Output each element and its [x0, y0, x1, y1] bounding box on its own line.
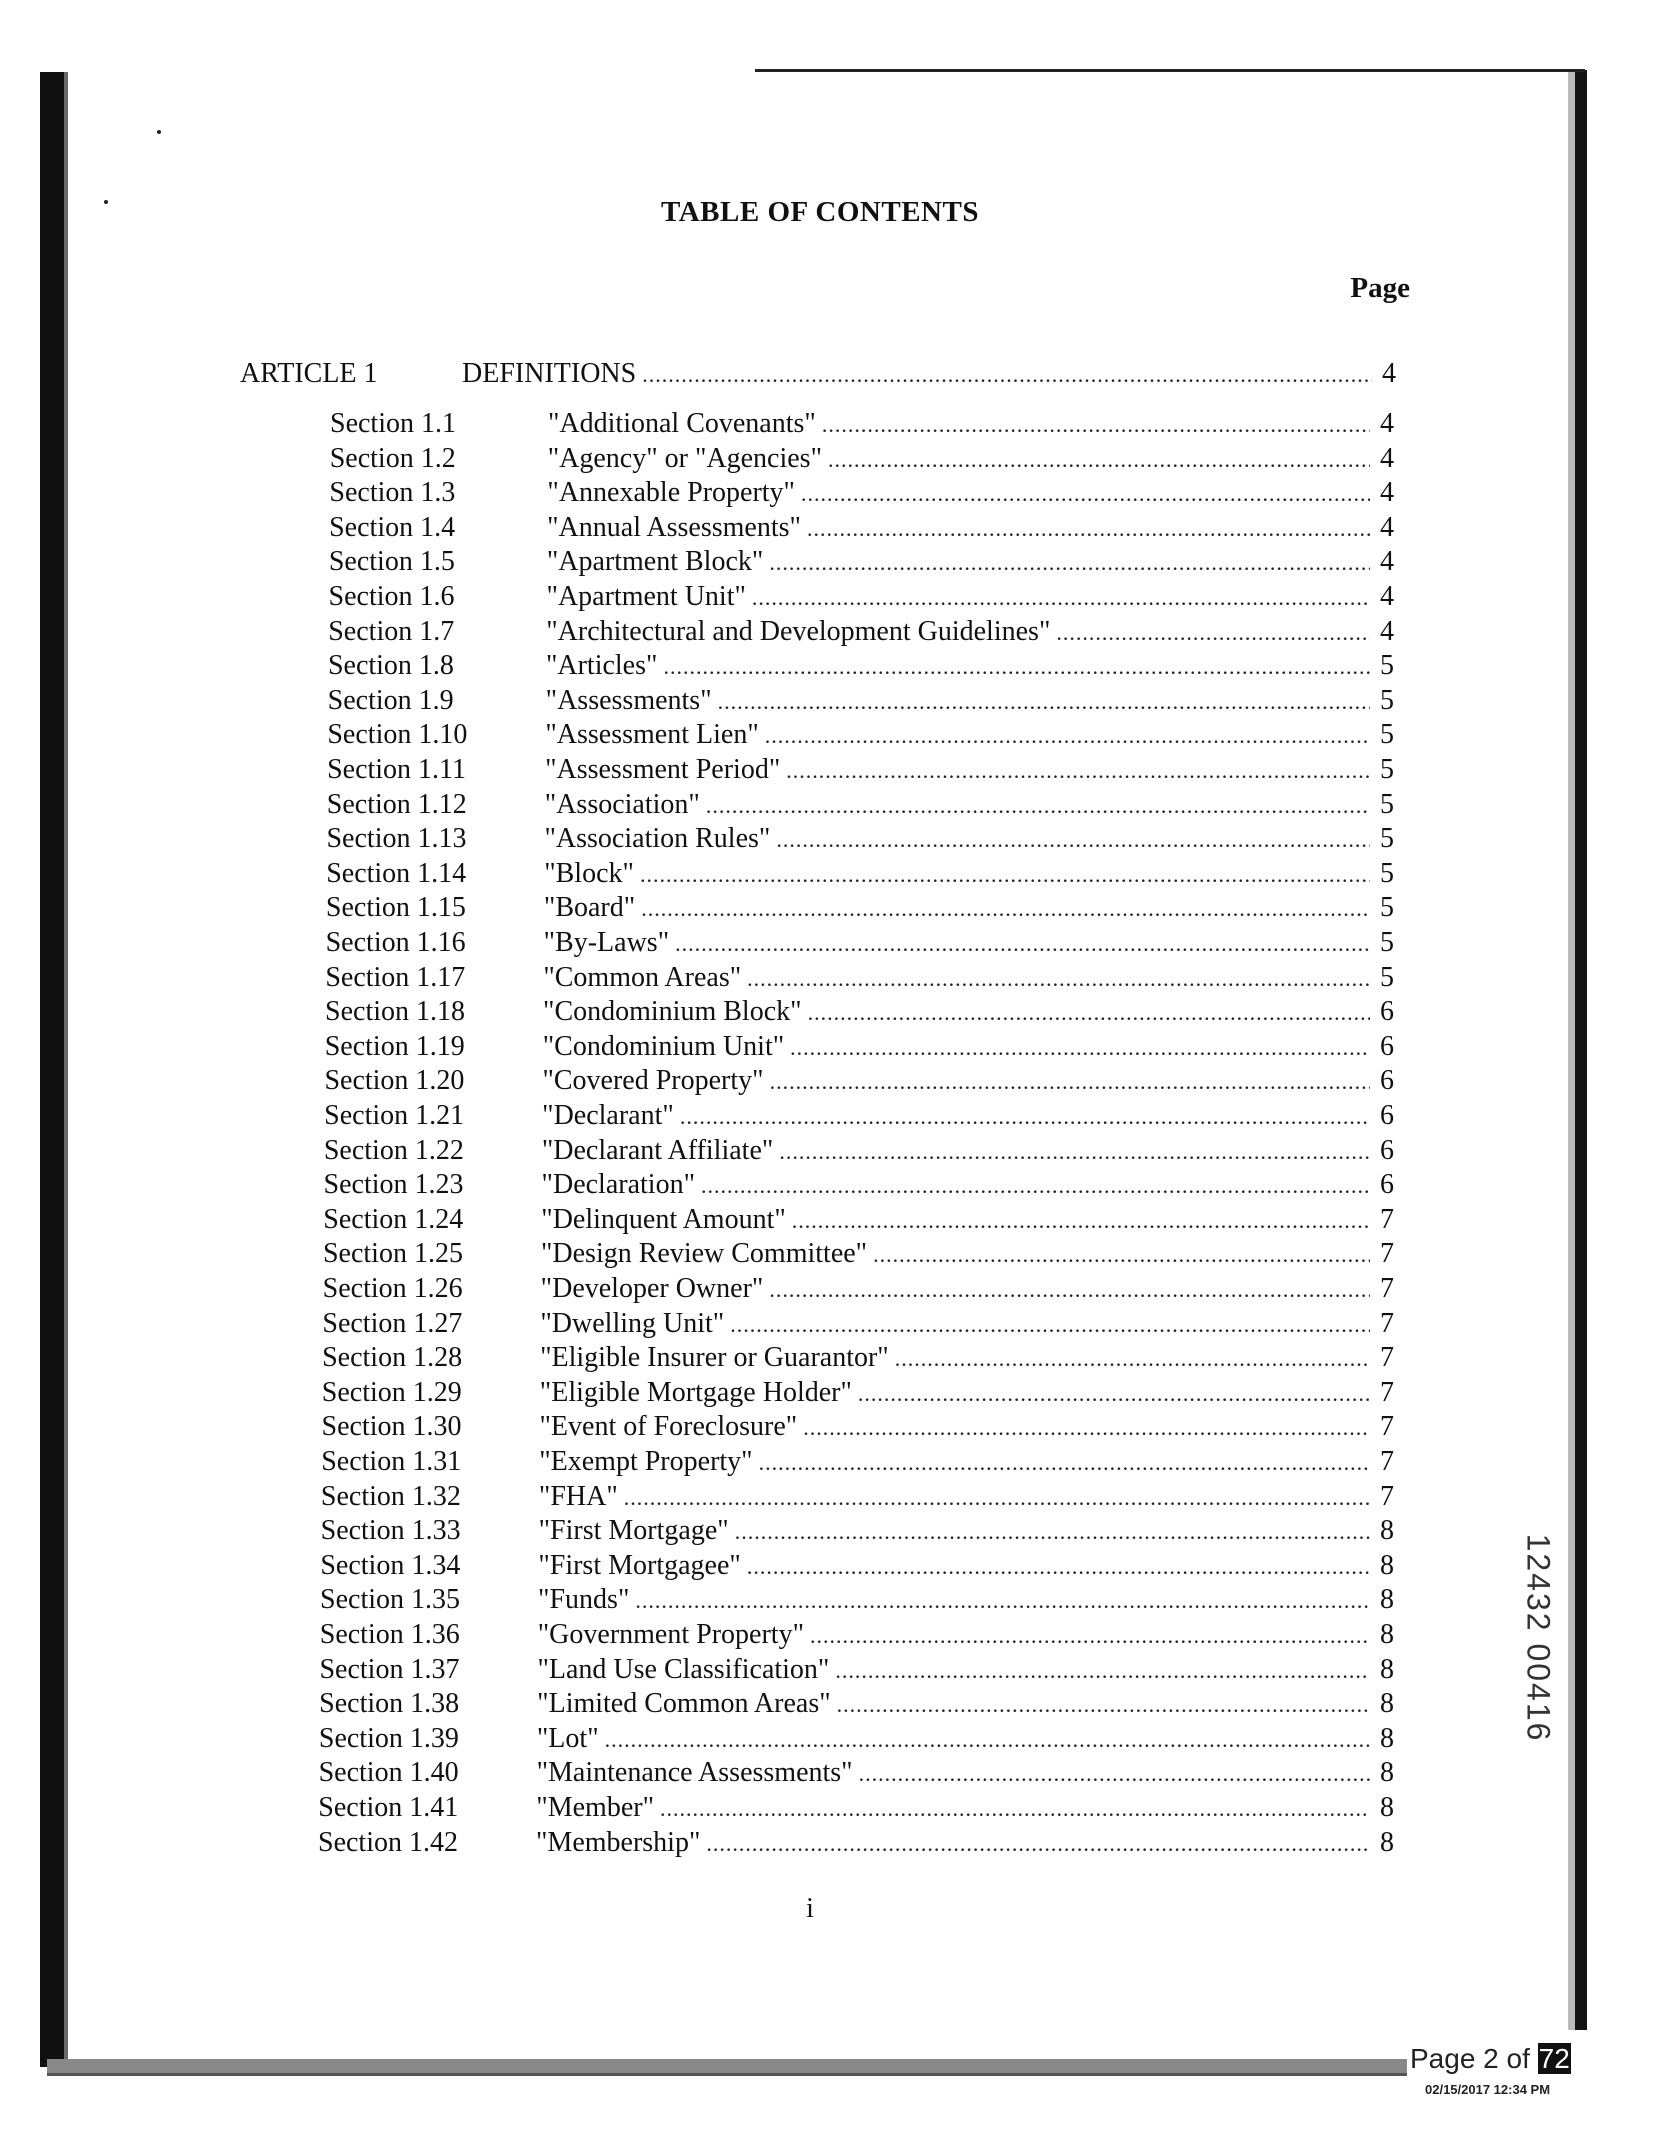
- section-title: "Declaration": [541, 1169, 695, 1201]
- section-entry: [539, 1515, 1372, 1547]
- section-entry: [548, 408, 1372, 440]
- dot-leader: [663, 650, 1370, 682]
- section-page: 7: [1379, 1307, 1394, 1339]
- section-entry: [542, 1100, 1372, 1132]
- dot-leader: [680, 1100, 1370, 1132]
- section-entry: [536, 1792, 1372, 1824]
- section-number: Section 1.7: [328, 615, 455, 647]
- toc-section-row: [321, 1481, 1394, 1515]
- toc-section-row: [328, 685, 1394, 719]
- section-page: 8: [1379, 1515, 1394, 1547]
- section-page: 8: [1380, 1826, 1394, 1858]
- section-entry: [536, 1827, 1372, 1859]
- dot-leader: [770, 1065, 1370, 1097]
- section-page: 4: [1379, 442, 1394, 474]
- toc-section-row: [323, 1204, 1394, 1238]
- dot-leader: [735, 1515, 1370, 1547]
- section-number: Section 1.14: [326, 857, 467, 889]
- section-title: "Membership": [536, 1826, 701, 1858]
- section-page: 5: [1379, 788, 1394, 820]
- section-entry: [537, 1723, 1372, 1755]
- section-number: Section 1.1: [330, 408, 456, 439]
- section-entry: [540, 1308, 1372, 1340]
- section-number: Section 1.19: [324, 1030, 465, 1062]
- toc-section-row: [328, 650, 1394, 684]
- section-page: 7: [1379, 1342, 1394, 1374]
- footer-page-indicator: [1410, 2043, 1571, 2075]
- section-page: 8: [1379, 1792, 1394, 1823]
- section-page: 5: [1379, 823, 1394, 855]
- toc-section-row: [324, 1135, 1394, 1169]
- section-entry: [543, 1031, 1372, 1063]
- dot-leader: [792, 1204, 1370, 1236]
- section-entry: [540, 1342, 1372, 1374]
- dot-leader: [747, 962, 1370, 994]
- toc-section-row: [329, 546, 1394, 580]
- section-entry: [546, 616, 1372, 648]
- section-number: Section 1.2: [329, 442, 456, 474]
- toc-section-row: [329, 581, 1394, 615]
- section-page: 8: [1379, 1584, 1394, 1616]
- section-entry: [541, 1204, 1372, 1236]
- dot-leader: [828, 443, 1370, 475]
- section-page: 4: [1379, 615, 1394, 647]
- section-title: "First Mortgagee": [538, 1549, 741, 1581]
- dot-leader: [837, 1688, 1370, 1720]
- dot-leader: [759, 1446, 1370, 1478]
- section-page: 4: [1379, 511, 1394, 543]
- section-entry: [543, 996, 1372, 1028]
- dot-leader: [640, 858, 1370, 890]
- section-title: "Articles": [545, 650, 658, 682]
- toc-section-row: [322, 1411, 1394, 1445]
- section-title: "Eligible Mortgage Holder": [539, 1376, 852, 1408]
- section-page: 7: [1379, 1446, 1394, 1477]
- section-title: "Apartment Block": [546, 546, 764, 578]
- section-entry: [542, 1065, 1372, 1097]
- section-title: "Additional Covenants": [548, 408, 816, 439]
- dot-leader: [605, 1723, 1370, 1755]
- dot-leader: [807, 512, 1370, 544]
- section-title: "Maintenance Assessments": [536, 1757, 853, 1789]
- toc-section-row: [328, 616, 1394, 650]
- section-title: "Assessments": [545, 684, 712, 716]
- dot-leader: [810, 1619, 1370, 1651]
- toc-section-row: [326, 927, 1394, 961]
- section-entry: [547, 581, 1372, 613]
- article-entry: [462, 358, 1374, 390]
- section-entry: [545, 719, 1372, 751]
- article-number: ARTICLE 1: [240, 358, 378, 389]
- toc-section-row: [329, 512, 1394, 546]
- section-title: "Limited Common Areas": [537, 1688, 831, 1720]
- dot-leader: [822, 408, 1370, 440]
- section-entry: [544, 892, 1372, 924]
- dot-leader: [858, 1377, 1370, 1409]
- section-number: Section 1.21: [324, 1100, 465, 1131]
- section-number: Section 1.22: [323, 1134, 464, 1166]
- scan-speck: [157, 130, 161, 134]
- dot-leader: [765, 719, 1370, 751]
- section-page: 6: [1379, 1134, 1394, 1166]
- section-number: Section 1.18: [325, 996, 466, 1028]
- dot-leader: [801, 477, 1370, 509]
- section-title: "Declarant": [542, 1100, 674, 1131]
- section-title: "Agency" or "Agencies": [547, 442, 823, 474]
- scan-border-left: [40, 72, 64, 2067]
- section-entry: [547, 512, 1372, 544]
- section-entry: [540, 1377, 1372, 1409]
- section-entry: [543, 962, 1372, 994]
- section-page: 4: [1379, 546, 1394, 578]
- section-title: "Condominium Block": [543, 996, 802, 1028]
- section-number: Section 1.20: [324, 1065, 465, 1097]
- section-entry: [547, 546, 1372, 578]
- section-page: 6: [1379, 1065, 1394, 1097]
- toc-section-row: [322, 1342, 1394, 1376]
- section-page: 7: [1379, 1238, 1394, 1270]
- toc-section-row: [325, 996, 1394, 1030]
- section-entry: [539, 1481, 1372, 1513]
- section-title: "Eligible Insurer or Guarantor": [540, 1342, 889, 1374]
- section-title: "By-Laws": [543, 927, 670, 958]
- toc-section-row: [326, 823, 1394, 857]
- section-entry: [540, 1411, 1372, 1443]
- toc-section-row: [330, 443, 1394, 477]
- section-number: Section 1.6: [328, 581, 455, 612]
- section-number: Section 1.27: [322, 1307, 463, 1339]
- section-page: 5: [1379, 719, 1394, 751]
- section-number: Section 1.30: [321, 1411, 462, 1443]
- section-number: Section 1.33: [320, 1515, 461, 1547]
- toc-section-row: [325, 1031, 1394, 1065]
- toc-section-row: [322, 1308, 1394, 1342]
- section-number: Section 1.38: [319, 1688, 460, 1720]
- section-entry: [548, 443, 1372, 475]
- scan-border-top: [755, 69, 1585, 72]
- page-number-roman: i: [806, 1893, 814, 1924]
- section-title: "Declarant Affiliate": [541, 1134, 774, 1166]
- section-number: Section 1.8: [327, 650, 454, 682]
- dot-leader: [835, 1654, 1370, 1686]
- toc-title: TABLE OF CONTENTS: [661, 196, 979, 228]
- section-number: Section 1.37: [319, 1653, 460, 1685]
- section-page: 5: [1379, 650, 1394, 682]
- dot-leader: [635, 1584, 1370, 1616]
- scan-border-left-edge: [64, 72, 68, 2067]
- toc-section-row: [323, 1273, 1394, 1307]
- section-title: "Delinquent Amount": [541, 1203, 786, 1235]
- section-number: Section 1.11: [327, 754, 467, 785]
- dot-leader: [769, 1273, 1370, 1305]
- section-title: "Member": [536, 1792, 654, 1823]
- section-title: "Association": [544, 788, 700, 820]
- section-title: "Annexable Property": [547, 477, 795, 509]
- toc-section-row: [320, 1619, 1394, 1653]
- section-page: 5: [1379, 892, 1394, 924]
- section-entry: [546, 685, 1372, 717]
- section-number: Section 1.5: [328, 546, 455, 578]
- section-entry: [544, 858, 1372, 890]
- section-title: "Board": [543, 892, 636, 924]
- section-entry: [545, 754, 1372, 786]
- toc-section-row: [324, 1065, 1394, 1099]
- section-number: Section 1.39: [318, 1722, 459, 1754]
- toc-section-row: [321, 1515, 1394, 1549]
- section-page: 4: [1380, 408, 1394, 439]
- dot-leader: [803, 1411, 1370, 1443]
- section-entry: [537, 1757, 1372, 1789]
- toc-section-row: [327, 789, 1394, 823]
- toc-section-row: [324, 1100, 1394, 1134]
- section-number: Section 1.16: [325, 927, 466, 958]
- section-entry: [547, 477, 1372, 509]
- dot-leader: [752, 581, 1370, 613]
- section-entry: [537, 1654, 1372, 1686]
- article-page: 4: [1382, 358, 1396, 389]
- section-title: "Assessment Period": [545, 754, 781, 785]
- dot-leader: [747, 1550, 1370, 1582]
- section-title: "Block": [544, 857, 634, 889]
- dot-leader: [701, 1169, 1370, 1201]
- dot-leader: [769, 546, 1370, 578]
- toc-section-row: [327, 754, 1394, 788]
- dot-leader: [895, 1342, 1370, 1374]
- section-title: "Assessment Lien": [545, 719, 759, 751]
- section-page: 7: [1379, 1203, 1394, 1235]
- scan-border-bottom: [47, 2059, 1407, 2073]
- section-number: Section 1.31: [321, 1446, 462, 1477]
- section-title: "Lot": [536, 1722, 599, 1754]
- toc-section-row: [329, 477, 1394, 511]
- section-number: Section 1.3: [329, 477, 456, 509]
- section-number: Section 1.25: [322, 1238, 463, 1270]
- section-page: 8: [1379, 1757, 1394, 1789]
- section-number: Section 1.23: [323, 1169, 464, 1201]
- dot-leader: [660, 1792, 1370, 1824]
- section-page: 4: [1379, 581, 1394, 612]
- section-number: Section 1.35: [320, 1584, 461, 1616]
- section-entry: [545, 789, 1372, 821]
- section-title: "Covered Property": [542, 1065, 764, 1097]
- section-page: 7: [1379, 1273, 1394, 1304]
- section-number: Section 1.17: [325, 961, 466, 993]
- toc-section-row: [319, 1688, 1394, 1722]
- toc-section-row: [323, 1238, 1394, 1272]
- dot-leader: [718, 685, 1370, 717]
- section-page: 5: [1379, 754, 1394, 785]
- section-title: "Developer Owner": [540, 1273, 764, 1304]
- section-entry: [544, 823, 1372, 855]
- section-page: 5: [1379, 961, 1394, 993]
- section-number: Section 1.13: [326, 823, 467, 855]
- section-title: "Government Property": [537, 1619, 804, 1650]
- section-number: Section 1.9: [327, 684, 454, 716]
- article-title: DEFINITIONS: [462, 358, 637, 389]
- section-page: 8: [1379, 1619, 1394, 1650]
- section-number: Section 1.41: [318, 1792, 459, 1823]
- section-title: "FHA": [538, 1480, 618, 1512]
- dot-leader: [642, 358, 1372, 390]
- toc-section-row: [320, 1550, 1394, 1584]
- section-entry: [538, 1619, 1372, 1651]
- section-entry: [539, 1446, 1372, 1478]
- section-page: 5: [1379, 927, 1394, 958]
- section-page: 7: [1379, 1376, 1394, 1408]
- section-number: Section 1.32: [320, 1480, 461, 1512]
- toc-article-row: [240, 358, 1396, 392]
- toc-section-row: [325, 962, 1394, 996]
- toc-section-row: [318, 1827, 1394, 1861]
- section-title: "Land Use Classification": [537, 1653, 830, 1685]
- section-title: "Architectural and Development Guidelines": [546, 615, 1051, 647]
- toc-section-row: [324, 1169, 1394, 1203]
- dot-leader: [808, 996, 1370, 1028]
- section-entry: [544, 927, 1372, 959]
- section-title: "Exempt Property": [539, 1446, 753, 1477]
- recording-stamp: [1518, 1518, 1558, 1758]
- section-title: "Apartment Unit": [546, 581, 746, 612]
- section-page: 5: [1379, 684, 1394, 716]
- dot-leader: [873, 1238, 1370, 1270]
- section-title: "Design Review Committee": [540, 1238, 868, 1270]
- section-number: Section 1.29: [321, 1376, 462, 1408]
- toc-section-row: [330, 408, 1394, 442]
- section-title: "First Mortgage": [538, 1515, 729, 1547]
- section-number: Section 1.42: [318, 1826, 458, 1858]
- section-page: 6: [1379, 996, 1394, 1028]
- page-column-label: Page: [1350, 272, 1410, 304]
- section-entry: [542, 1169, 1372, 1201]
- toc-section-row: [319, 1723, 1394, 1757]
- toc-section-row: [322, 1377, 1394, 1411]
- dot-leader: [786, 754, 1370, 786]
- dot-leader: [790, 1031, 1370, 1063]
- section-page: 8: [1379, 1688, 1394, 1720]
- footer-page-text: Page 2 of: [1410, 2043, 1538, 2074]
- footer-page-total: 72: [1538, 2043, 1570, 2074]
- toc-section-row: [326, 858, 1394, 892]
- section-page: 4: [1379, 477, 1394, 509]
- section-title: "Event of Foreclosure": [539, 1411, 798, 1443]
- section-number: Section 1.40: [318, 1757, 459, 1789]
- section-page: 8: [1379, 1722, 1394, 1754]
- dot-leader: [776, 823, 1370, 855]
- section-page: 8: [1379, 1653, 1394, 1685]
- section-entry: [538, 1550, 1372, 1582]
- dot-leader: [1056, 616, 1370, 648]
- toc-section-row: [321, 1446, 1394, 1480]
- section-entry: [537, 1688, 1372, 1720]
- dot-leader: [859, 1757, 1370, 1789]
- section-number: Section 1.12: [326, 788, 467, 820]
- section-title: "Funds": [538, 1584, 630, 1616]
- section-title: "Common Areas": [543, 961, 742, 993]
- dot-leader: [779, 1135, 1370, 1167]
- scan-border-right: [1575, 70, 1587, 2030]
- section-title: "Dwelling Unit": [540, 1307, 725, 1339]
- section-number: Section 1.36: [319, 1619, 460, 1650]
- section-page: 6: [1379, 1169, 1394, 1201]
- toc-section-row: [319, 1654, 1394, 1688]
- dot-leader: [675, 927, 1370, 959]
- dot-leader: [730, 1308, 1370, 1340]
- section-number: Section 1.26: [322, 1273, 463, 1304]
- toc-section-row: [320, 1584, 1394, 1618]
- dot-leader: [641, 892, 1370, 924]
- section-number: Section 1.15: [325, 892, 466, 924]
- section-entry: [541, 1273, 1372, 1305]
- section-page: 6: [1379, 1030, 1394, 1062]
- section-entry: [546, 650, 1372, 682]
- section-number: Section 1.28: [322, 1342, 463, 1374]
- section-entry: [542, 1135, 1372, 1167]
- recording-stamp-text: 12432 00416: [1520, 1533, 1557, 1743]
- section-page: 5: [1379, 857, 1394, 889]
- section-number: Section 1.34: [320, 1549, 461, 1581]
- section-number: Section 1.4: [329, 511, 456, 543]
- section-number: Section 1.10: [327, 719, 468, 751]
- scan-border-right-edge: [1568, 70, 1575, 2030]
- section-page: 8: [1379, 1549, 1394, 1581]
- footer-timestamp: 02/15/2017 12:34 PM: [1425, 2082, 1551, 2097]
- section-page: 7: [1379, 1480, 1394, 1512]
- dot-leader: [706, 1827, 1370, 1859]
- scan-border-bottom-line: [47, 2073, 1407, 2076]
- toc-section-row: [326, 892, 1394, 926]
- toc-section-row: [327, 719, 1394, 753]
- section-title: "Annual Assessments": [547, 511, 801, 543]
- dot-leader: [624, 1481, 1370, 1513]
- toc-section-row: [319, 1757, 1394, 1791]
- section-number: Section 1.24: [323, 1203, 464, 1235]
- section-title: "Condominium Unit": [542, 1030, 785, 1062]
- section-page: 7: [1379, 1411, 1394, 1443]
- section-title: "Association Rules": [544, 823, 771, 855]
- section-entry: [538, 1584, 1372, 1616]
- toc-section-row: [318, 1792, 1394, 1826]
- section-entry: [541, 1238, 1372, 1270]
- section-page: 6: [1379, 1100, 1394, 1131]
- dot-leader: [706, 789, 1370, 821]
